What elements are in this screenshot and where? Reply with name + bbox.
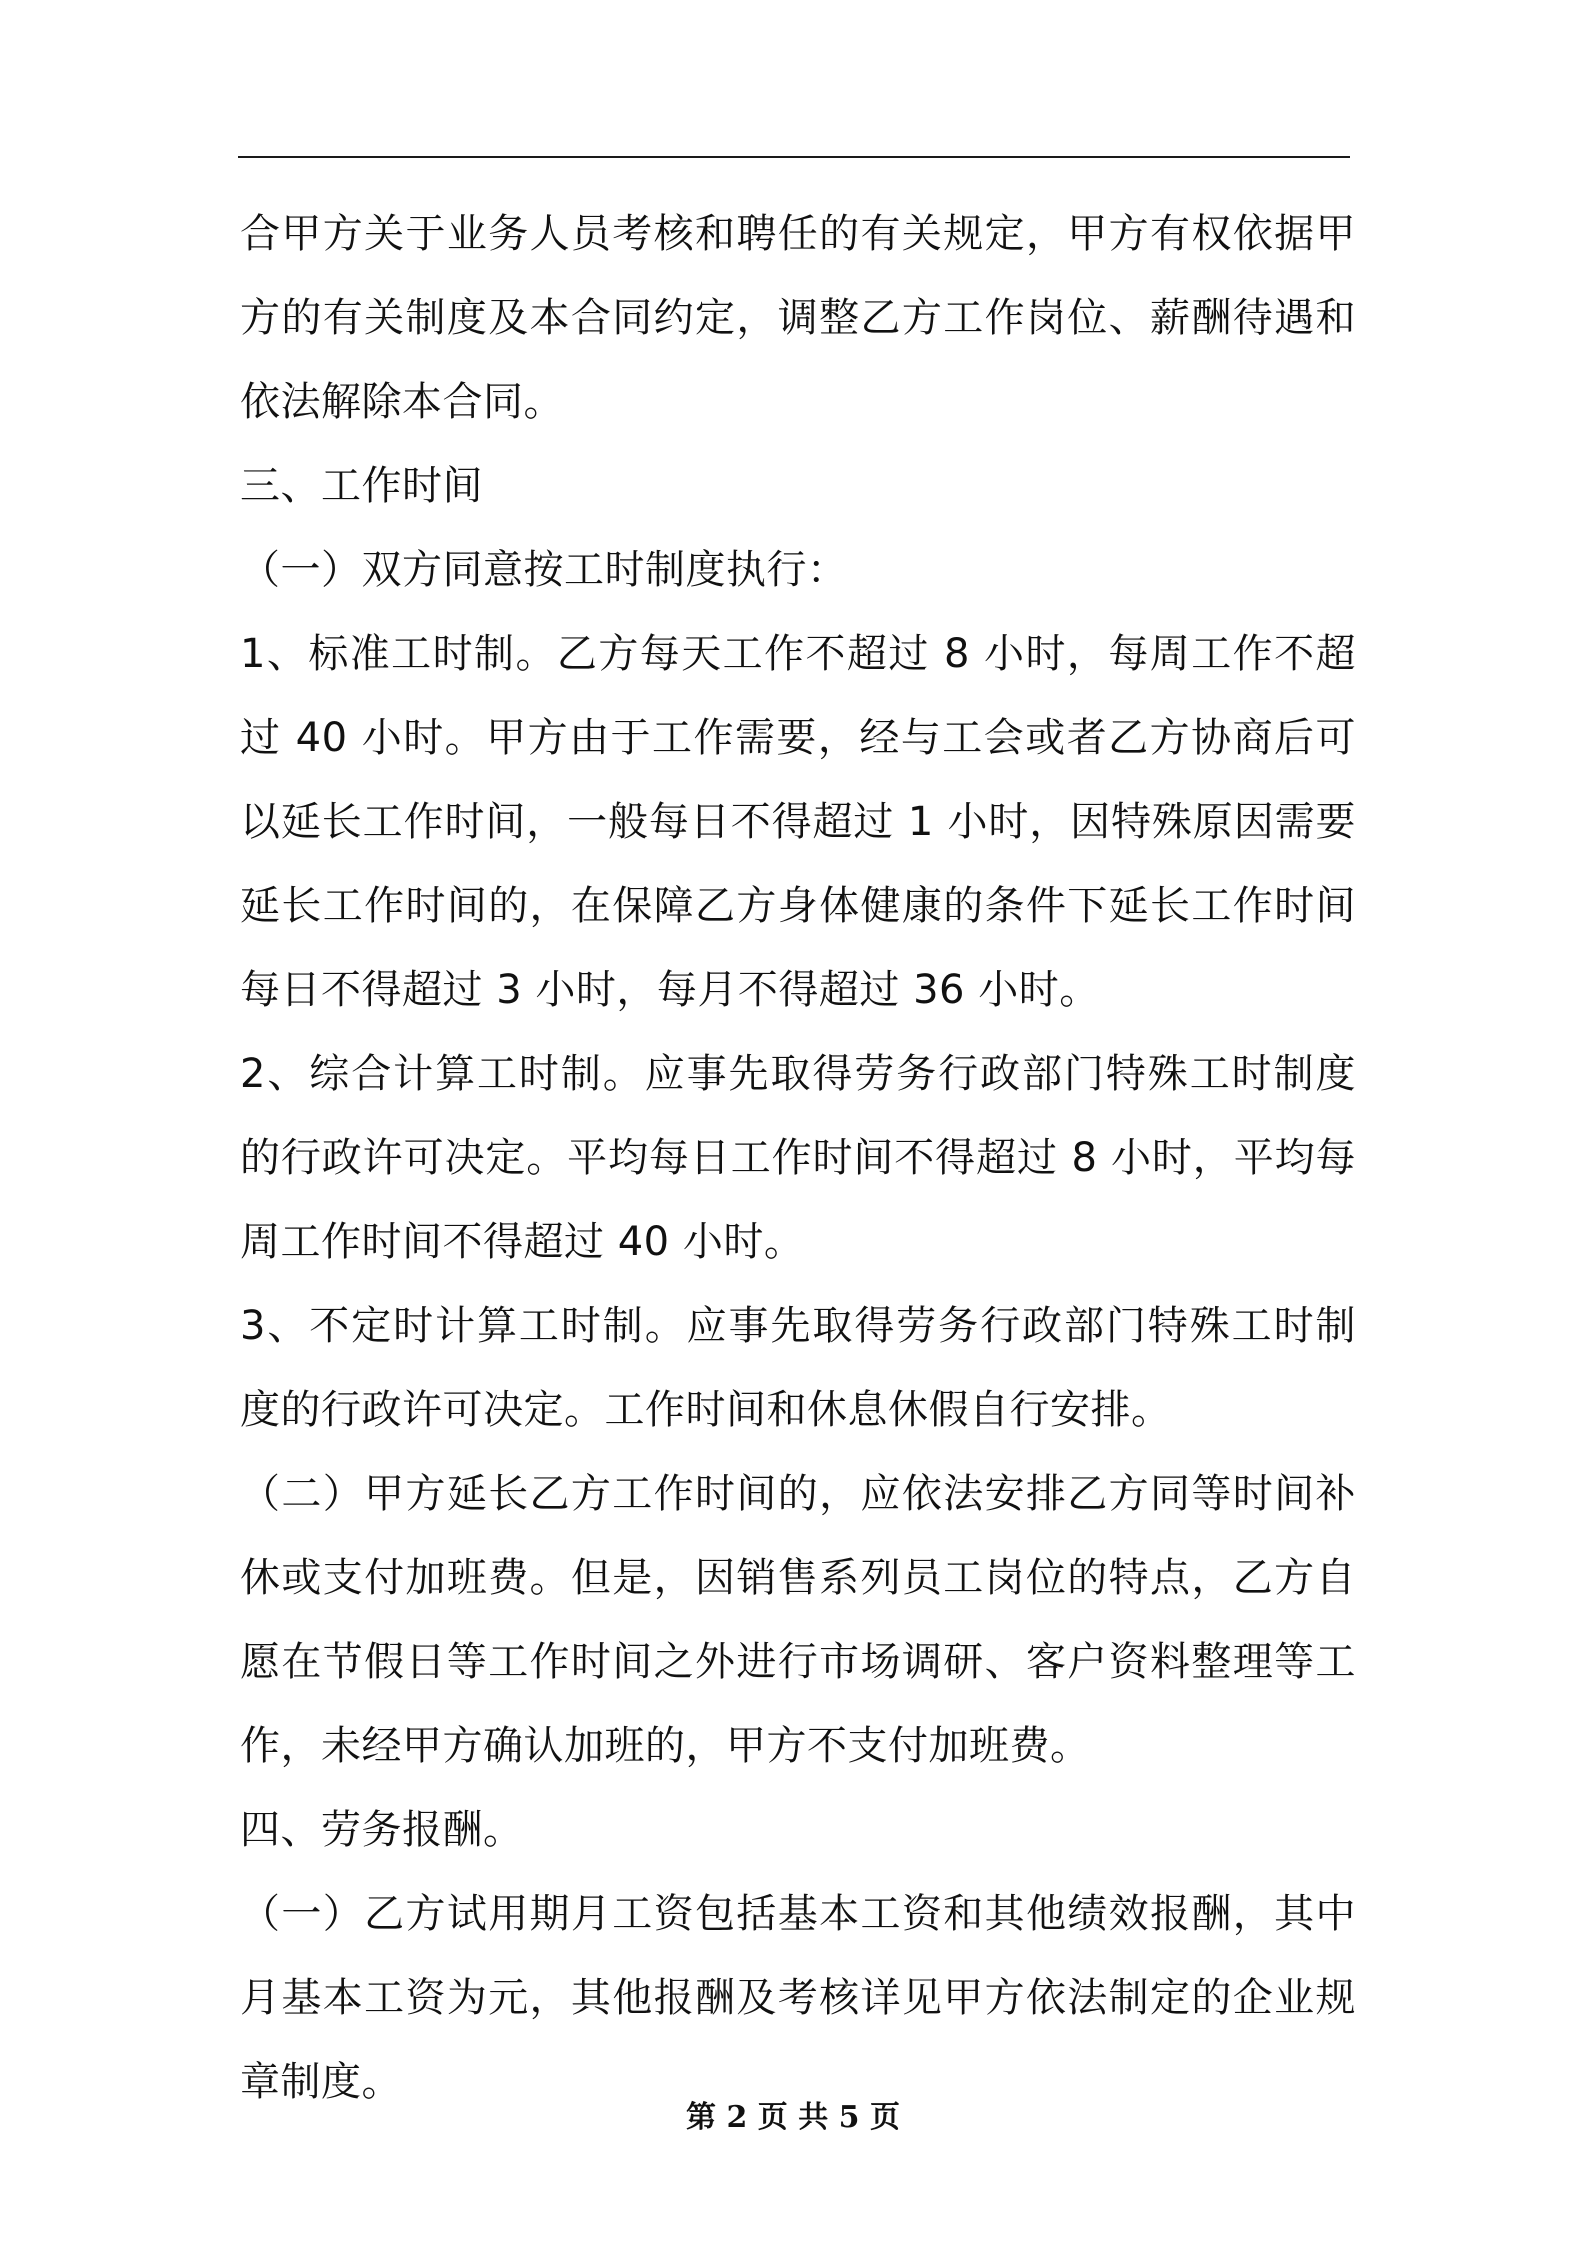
document-body bbox=[240, 192, 1356, 2124]
item-comprehensive-hours: 2、综合计算工时制。应事先取得劳务行政部门特殊工时制度的行政许可决定。平均每日工作时间不得超过 8 小时，平均每周工作时间不得超过 40 小时。 bbox=[240, 1051, 1356, 1265]
paragraph-continuation: 合甲方关于业务人员考核和聘任的有关规定，甲方有权依据甲方的有关制度及本合同约定，调整乙方工作岗位、薪酬待遇和依法解除本合同。 bbox=[240, 211, 1356, 425]
item-flexible-hours: 3、不定时计算工时制。应事先取得劳务行政部门特殊工时制度的行政许可决定。工作时间和休息休假自行安排。 bbox=[240, 1303, 1356, 1433]
subclause-2-overtime: （二）甲方延长乙方工作时间的，应依法安排乙方同等时间补休或支付加班费。但是，因销售系列员工岗位的特点，乙方自愿在节假日等工作时间之外进行市场调研、客户资料整理等工作，未经甲方确认加班的，甲方不支付加班费。 bbox=[240, 1471, 1356, 1769]
subclause-probation-wage: （一）乙方试用期月工资包括基本工资和其他绩效报酬，其中月基本工资为元，其他报酬及考核详见甲方依法制定的企业规章制度。 bbox=[240, 1891, 1356, 2105]
page-number-label: 第 2 页 共 5 页 bbox=[686, 2100, 900, 2135]
item-standard-hours: 1、标准工时制。乙方每天工作不超过 8 小时，每周工作不超过 40 小时。甲方由于工作需要，经与工会或者乙方协商后可以延长工作时间，一般每日不得超过 1 小时，因特殊原因需要延长工作时间的，在保障乙方身体健康的条件下延长工作时间每日不得超过 3 小时，每月不得超过 36 小时。 bbox=[240, 631, 1356, 1013]
page-number-footer bbox=[0, 2098, 1586, 2138]
section-heading-remuneration: 四、劳务报酬。 bbox=[240, 1807, 524, 1853]
section-heading-work-hours: 三、工作时间 bbox=[240, 463, 483, 509]
subclause-1: （一）双方同意按工时制度执行： bbox=[240, 547, 848, 593]
header-rule bbox=[238, 156, 1350, 158]
